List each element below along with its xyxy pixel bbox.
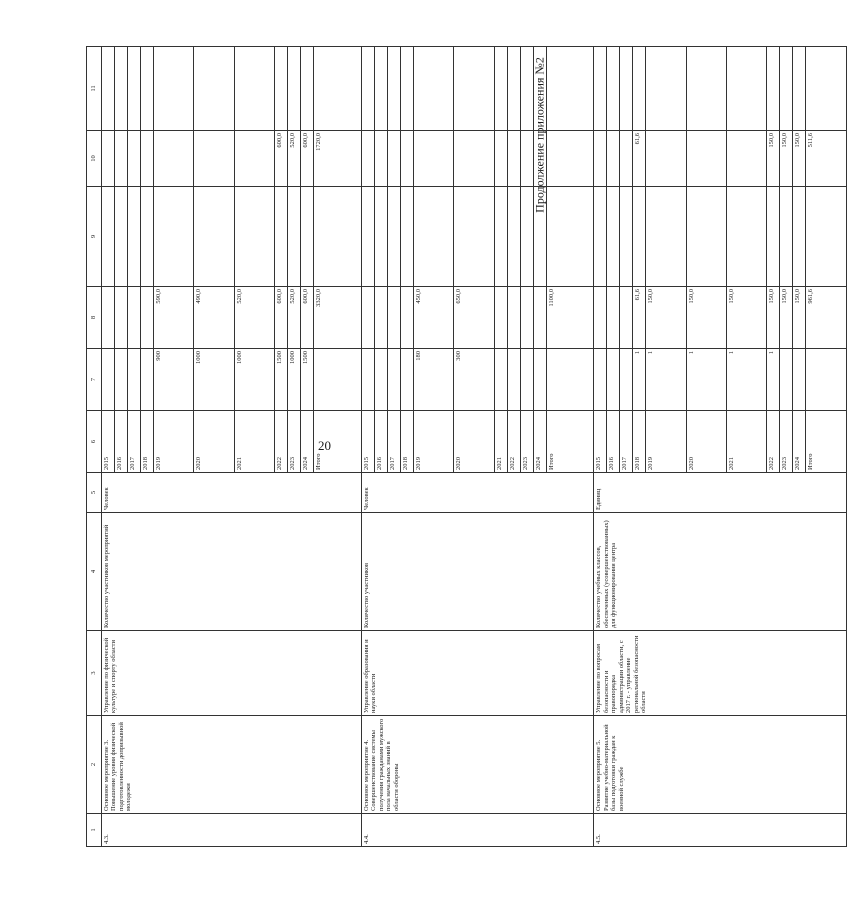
year-cell: 2018	[400, 411, 413, 473]
value-cell-9	[374, 131, 387, 187]
value-cell-6	[387, 349, 400, 411]
value-cell-8	[454, 187, 494, 287]
value-cell-6	[607, 349, 620, 411]
value-cell-7	[533, 287, 546, 349]
value-cell-8	[686, 187, 726, 287]
value-cell-10	[374, 47, 387, 131]
year-cell: 2021	[234, 411, 274, 473]
value-cell-10	[387, 47, 400, 131]
value-cell-8	[793, 187, 806, 287]
col-header-9: 9	[87, 187, 102, 287]
value-cell-6: 1500	[275, 349, 288, 411]
measure-unit: Единиц	[594, 473, 846, 513]
value-cell-7: 1100,0	[546, 287, 594, 349]
col-header-6: 6	[87, 411, 102, 473]
year-cell: 2024	[533, 411, 546, 473]
table-row	[361, 47, 374, 847]
value-cell-9	[400, 131, 413, 187]
value-cell-6	[361, 349, 374, 411]
col-header-11: 11	[87, 47, 102, 131]
value-cell-6	[102, 349, 115, 411]
value-cell-7: 600,0	[275, 287, 288, 349]
value-cell-7	[594, 287, 607, 349]
value-cell-9: 61,6	[633, 131, 646, 187]
measure-id: 4.4.	[361, 814, 594, 847]
value-cell-7	[387, 287, 400, 349]
value-cell-8	[507, 187, 520, 287]
value-cell-10	[194, 47, 234, 131]
value-cell-7	[620, 287, 633, 349]
value-cell-9	[102, 131, 115, 187]
value-cell-7: 150,0	[686, 287, 726, 349]
value-cell-9	[361, 131, 374, 187]
value-cell-6	[128, 349, 141, 411]
measure-indicator: Количество участников мероприятий	[102, 513, 362, 631]
value-cell-8	[275, 187, 288, 287]
year-cell: 2020	[686, 411, 726, 473]
value-cell-9	[387, 131, 400, 187]
value-cell-7: 520,0	[288, 287, 301, 349]
value-cell-6	[780, 349, 793, 411]
value-cell-9	[234, 131, 274, 187]
value-cell-8	[141, 187, 154, 287]
value-cell-8	[520, 187, 533, 287]
value-cell-9	[115, 131, 128, 187]
year-cell: 2015	[361, 411, 374, 473]
value-cell-7: 450,0	[413, 287, 453, 349]
measure-unit: Человек	[361, 473, 594, 513]
year-cell: 2020	[454, 411, 494, 473]
col-header-2: 2	[87, 716, 102, 814]
year-cell: 2018	[141, 411, 154, 473]
value-cell-6: 300	[454, 349, 494, 411]
value-cell-6: 1	[633, 349, 646, 411]
value-cell-7: 61,6	[633, 287, 646, 349]
rotated-table-container	[86, 47, 815, 847]
year-cell: 2022	[275, 411, 288, 473]
year-cell: 2017	[128, 411, 141, 473]
value-cell-8	[301, 187, 314, 287]
measure-executor: Управление образования и науки области	[361, 631, 594, 716]
year-cell: 2017	[620, 411, 633, 473]
value-cell-6	[620, 349, 633, 411]
value-cell-10	[620, 47, 633, 131]
year-cell: 2024	[301, 411, 314, 473]
value-cell-7	[102, 287, 115, 349]
value-cell-10	[154, 47, 194, 131]
value-cell-10	[115, 47, 128, 131]
year-cell: 2021	[727, 411, 767, 473]
value-cell-6: 1	[686, 349, 726, 411]
value-cell-9: 600,0	[301, 131, 314, 187]
value-cell-7	[115, 287, 128, 349]
value-cell-7	[361, 287, 374, 349]
value-cell-6: 1000	[194, 349, 234, 411]
value-cell-10	[361, 47, 374, 131]
value-cell-7: 490,0	[194, 287, 234, 349]
value-cell-9	[520, 131, 533, 187]
value-cell-9	[128, 131, 141, 187]
value-cell-8	[400, 187, 413, 287]
year-cell: 2016	[607, 411, 620, 473]
value-cell-9	[620, 131, 633, 187]
year-cell: 2017	[387, 411, 400, 473]
col-header-1: 1	[87, 814, 102, 847]
value-cell-8	[727, 187, 767, 287]
value-cell-6	[494, 349, 507, 411]
value-cell-6	[507, 349, 520, 411]
value-cell-9	[141, 131, 154, 187]
col-header-8: 8	[87, 287, 102, 349]
value-cell-8	[194, 187, 234, 287]
value-cell-8	[806, 187, 846, 287]
col-header-4: 4	[87, 513, 102, 631]
value-cell-7	[141, 287, 154, 349]
col-header-3: 3	[87, 631, 102, 716]
measure-executor: Управление по вопросам безопасности и правопорядка администрации области, с 2017 г. - управление региональной безопасности области	[594, 631, 846, 716]
value-cell-9	[413, 131, 453, 187]
value-cell-9	[494, 131, 507, 187]
value-cell-7: 150,0	[646, 287, 686, 349]
value-cell-7	[374, 287, 387, 349]
value-cell-7: 150,0	[727, 287, 767, 349]
value-cell-7: 3320,0	[314, 287, 362, 349]
value-cell-6: 1	[767, 349, 780, 411]
value-cell-6: 180	[413, 349, 453, 411]
value-cell-9	[727, 131, 767, 187]
year-cell: Итого	[806, 411, 846, 473]
value-cell-7	[507, 287, 520, 349]
year-cell: 2016	[374, 411, 387, 473]
value-cell-10	[234, 47, 274, 131]
year-cell: 2021	[494, 411, 507, 473]
value-cell-7	[400, 287, 413, 349]
value-cell-8	[607, 187, 620, 287]
value-cell-10	[780, 47, 793, 131]
value-cell-7: 961,6	[806, 287, 846, 349]
value-cell-7: 650,0	[454, 287, 494, 349]
value-cell-6	[141, 349, 154, 411]
value-cell-10	[533, 47, 546, 131]
table-row	[594, 47, 607, 847]
value-cell-10	[454, 47, 494, 131]
measure-id: 4.5.	[594, 814, 846, 847]
value-cell-10	[413, 47, 453, 131]
value-cell-10	[507, 47, 520, 131]
value-cell-8	[361, 187, 374, 287]
value-cell-6: 1000	[288, 349, 301, 411]
value-cell-8	[780, 187, 793, 287]
value-cell-9: 150,0	[780, 131, 793, 187]
page-number: 20	[318, 438, 331, 453]
value-cell-8	[102, 187, 115, 287]
value-cell-10	[594, 47, 607, 131]
value-cell-10	[806, 47, 846, 131]
value-cell-8	[546, 187, 594, 287]
year-cell: 2018	[633, 411, 646, 473]
value-cell-7: 590,0	[154, 287, 194, 349]
value-cell-6: 1	[646, 349, 686, 411]
year-cell: 2019	[154, 411, 194, 473]
value-cell-9: 1720,0	[314, 131, 362, 187]
table-row	[102, 47, 115, 847]
value-cell-8	[234, 187, 274, 287]
value-cell-10	[767, 47, 780, 131]
year-cell: 2023	[288, 411, 301, 473]
value-cell-9	[546, 131, 594, 187]
value-cell-6	[115, 349, 128, 411]
value-cell-6: 900	[154, 349, 194, 411]
value-cell-7	[520, 287, 533, 349]
value-cell-9: 511,6	[806, 131, 846, 187]
value-cell-10	[275, 47, 288, 131]
measure-indicator: Количество учебных классов, обеспеченных (усовершенствованных) для функционирования центра	[594, 513, 846, 631]
value-cell-6	[520, 349, 533, 411]
value-cell-9: 150,0	[767, 131, 780, 187]
value-cell-10	[102, 47, 115, 131]
value-cell-10	[686, 47, 726, 131]
value-cell-10	[128, 47, 141, 131]
year-cell: Итого	[314, 411, 362, 473]
measure-unit: Человек	[102, 473, 362, 513]
year-cell: Итого	[546, 411, 594, 473]
value-cell-6	[314, 349, 362, 411]
value-cell-7	[128, 287, 141, 349]
year-cell: 2022	[767, 411, 780, 473]
measure-name: Основное мероприятие 4. Совершенствование системы получения гражданами мужского пола начальных знаний в области обороны	[361, 716, 594, 814]
value-cell-7: 150,0	[793, 287, 806, 349]
value-cell-9	[454, 131, 494, 187]
measure-executor: Управление по физической культуре и спорту области	[102, 631, 362, 716]
value-cell-6	[546, 349, 594, 411]
col-header-7: 7	[87, 349, 102, 411]
year-cell: 2019	[646, 411, 686, 473]
value-cell-6	[806, 349, 846, 411]
value-cell-9: 150,0	[793, 131, 806, 187]
value-cell-7: 150,0	[780, 287, 793, 349]
value-cell-10	[727, 47, 767, 131]
value-cell-8	[646, 187, 686, 287]
value-cell-8	[594, 187, 607, 287]
value-cell-10	[314, 47, 362, 131]
year-cell: 2015	[102, 411, 115, 473]
value-cell-8	[288, 187, 301, 287]
value-cell-8	[387, 187, 400, 287]
value-cell-10	[301, 47, 314, 131]
value-cell-8	[620, 187, 633, 287]
value-cell-9	[507, 131, 520, 187]
measure-indicator: Количество участников	[361, 513, 594, 631]
value-cell-6: 1000	[234, 349, 274, 411]
value-cell-10	[546, 47, 594, 131]
value-cell-6	[594, 349, 607, 411]
value-cell-7	[494, 287, 507, 349]
value-cell-9	[194, 131, 234, 187]
value-cell-7: 150,0	[767, 287, 780, 349]
value-cell-6: 1	[727, 349, 767, 411]
value-cell-10	[494, 47, 507, 131]
value-cell-9	[154, 131, 194, 187]
year-cell: 2020	[194, 411, 234, 473]
value-cell-9	[594, 131, 607, 187]
value-cell-7	[607, 287, 620, 349]
column-number-row	[87, 47, 102, 847]
value-cell-8	[374, 187, 387, 287]
year-cell: 2023	[780, 411, 793, 473]
value-cell-10	[793, 47, 806, 131]
value-cell-10	[520, 47, 533, 131]
value-cell-10	[400, 47, 413, 131]
table-body	[102, 47, 847, 847]
value-cell-7: 600,0	[301, 287, 314, 349]
measure-name: Основное мероприятие 5. Развитие учебно-материальной базы подготовки граждан к военной службе	[594, 716, 846, 814]
value-cell-8	[154, 187, 194, 287]
value-cell-8	[633, 187, 646, 287]
value-cell-8	[314, 187, 362, 287]
year-cell: 2016	[115, 411, 128, 473]
value-cell-10	[633, 47, 646, 131]
value-cell-10	[646, 47, 686, 131]
value-cell-9	[646, 131, 686, 187]
value-cell-8	[533, 187, 546, 287]
col-header-5: 5	[87, 473, 102, 513]
value-cell-9	[533, 131, 546, 187]
value-cell-8	[413, 187, 453, 287]
program-measures-table	[86, 46, 847, 847]
value-cell-6: 1500	[301, 349, 314, 411]
value-cell-6	[533, 349, 546, 411]
value-cell-6	[400, 349, 413, 411]
year-cell: 2023	[520, 411, 533, 473]
appendix-continuation-note: Продолжение приложения №2	[532, 57, 547, 213]
value-cell-10	[288, 47, 301, 131]
value-cell-9: 520,0	[288, 131, 301, 187]
value-cell-7: 520,0	[234, 287, 274, 349]
value-cell-8	[115, 187, 128, 287]
year-cell: 2024	[793, 411, 806, 473]
year-cell: 2015	[594, 411, 607, 473]
measure-name: Основное мероприятие 3. Повышение уровня физической подготовленности допризывной молодежи	[102, 716, 362, 814]
value-cell-9	[686, 131, 726, 187]
value-cell-8	[494, 187, 507, 287]
value-cell-8	[128, 187, 141, 287]
measure-id: 4.3.	[102, 814, 362, 847]
year-cell: 2022	[507, 411, 520, 473]
year-cell: 2019	[413, 411, 453, 473]
value-cell-10	[607, 47, 620, 131]
value-cell-6	[793, 349, 806, 411]
value-cell-8	[767, 187, 780, 287]
value-cell-6	[374, 349, 387, 411]
col-header-10: 10	[87, 131, 102, 187]
value-cell-9	[607, 131, 620, 187]
value-cell-10	[141, 47, 154, 131]
value-cell-9: 600,0	[275, 131, 288, 187]
